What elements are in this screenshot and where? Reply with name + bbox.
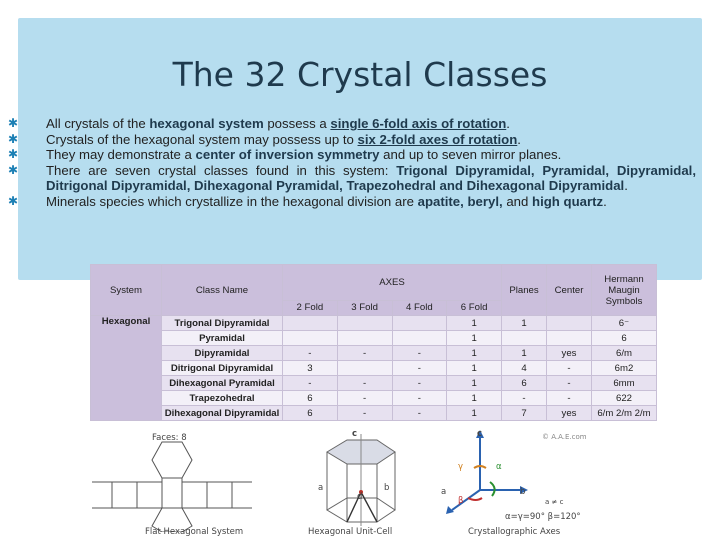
- cell-a4: -: [392, 376, 447, 391]
- bullet-emphasis: high quartz: [532, 193, 604, 209]
- axes-label-neq: a ≠ c: [545, 498, 564, 506]
- bullet-emphasis: Trigonal Dipyramidal, Pyramidal, Dipyramidal, Ditrigonal Dipyramidal, Dihexagonal Pyramidal, Trapezohedral and Dihexagonal Dipyramidal: [46, 162, 696, 193]
- cell-hm: 6: [592, 331, 657, 346]
- axes-label-a: a: [441, 487, 447, 497]
- bullet-emphasis: center of inversion symmetry: [195, 147, 380, 162]
- faces-label: Faces: 8: [152, 433, 187, 443]
- header-4-fold: 4 Fold: [392, 300, 447, 315]
- copyright-text: © A.A.E.com: [542, 433, 587, 441]
- bullet-item: [8, 132, 696, 148]
- bullet-item: [8, 147, 696, 163]
- cell-a3: -: [337, 376, 392, 391]
- bullet-text: Minerals species which crystallize in the hexagonal division are: [46, 193, 418, 209]
- cell-a2: [283, 331, 338, 346]
- table-row: [91, 391, 657, 406]
- bullet-link-text: six 2-fold axes of rotation: [357, 131, 518, 147]
- bullet-item: [8, 116, 696, 132]
- cell-a4: [392, 316, 447, 331]
- header-hermann-maugin: Hermann Maugin Symbols: [592, 265, 657, 316]
- crystallographic-axes-caption: Crystallographic Axes: [468, 527, 561, 537]
- cell-a4: -: [392, 361, 447, 376]
- header-planes: Planes: [502, 265, 547, 316]
- bullet-text: .: [624, 178, 628, 193]
- hexagonal-unit-cell-figure: [305, 430, 415, 530]
- bullet-emphasis: hexagonal system: [149, 116, 264, 131]
- header-3-fold: 3 Fold: [337, 300, 392, 315]
- cell-name: Dihexagonal Pyramidal: [162, 376, 283, 391]
- unit-cell-label-c: c: [352, 429, 358, 439]
- cell-a2: [283, 316, 338, 331]
- table-row: [91, 331, 657, 346]
- cell-a6: 1: [447, 346, 502, 361]
- cell-center: -: [547, 376, 592, 391]
- cell-a3: -: [337, 391, 392, 406]
- bullet-item: [8, 194, 696, 210]
- cell-a4: [392, 331, 447, 346]
- cell-name: Dihexagonal Dipyramidal: [162, 406, 283, 421]
- axes-label-beta: β: [458, 496, 464, 506]
- bullet-text: They may demonstrate a: [46, 147, 196, 162]
- cell-a3: [337, 331, 392, 346]
- cell-a4: -: [392, 346, 447, 361]
- star-bullet-icon: ✱: [8, 193, 19, 208]
- table-row: [91, 361, 657, 376]
- cell-hm: 6/m: [592, 346, 657, 361]
- flat-hexagonal-figure: [92, 432, 252, 532]
- cell-hm: 6⁻: [592, 316, 657, 331]
- cell-a2: 6: [283, 406, 338, 421]
- cell-a2: 6: [283, 391, 338, 406]
- header-6-fold: 6 Fold: [447, 300, 502, 315]
- bullet-link-text: single 6-fold axis of rotation: [330, 116, 507, 131]
- cell-a4: -: [392, 391, 447, 406]
- axes-label-b: b: [520, 487, 526, 497]
- cell-planes: 4: [502, 361, 547, 376]
- bullet-text: All crystals of the: [46, 116, 150, 131]
- cell-name: Dipyramidal: [162, 346, 283, 361]
- bullet-text: and up to seven mirror planes: [379, 147, 558, 162]
- cell-a2: -: [283, 376, 338, 391]
- cell-hm: 6m2: [592, 361, 657, 376]
- system-cell: Hexagonal: [91, 316, 162, 421]
- bullet-text: .: [506, 116, 510, 131]
- cell-center: yes: [547, 346, 592, 361]
- cell-planes: 6: [502, 376, 547, 391]
- table-row: [91, 316, 657, 331]
- cell-a3: [337, 316, 392, 331]
- header-2-fold: 2 Fold: [283, 300, 338, 315]
- unit-cell-label-a: a: [318, 483, 324, 493]
- bullet-text: .: [603, 193, 607, 209]
- axes-label-alpha: α: [496, 462, 502, 472]
- cell-name: Pyramidal: [162, 331, 283, 346]
- crystal-class-table: [90, 264, 657, 421]
- header-system: System: [91, 265, 162, 316]
- cell-a6: 1: [447, 376, 502, 391]
- bullet-text: Crystals of the hexagonal system may possess up to: [46, 131, 358, 147]
- bullet-text: .: [557, 147, 562, 162]
- cell-a2: -: [283, 346, 338, 361]
- star-bullet-icon: ✱: [8, 116, 19, 130]
- bullet-emphasis: apatite, beryl,: [417, 193, 503, 209]
- cell-planes: [502, 331, 547, 346]
- cell-center: [547, 316, 592, 331]
- cell-hm: 622: [592, 391, 657, 406]
- header-class-name: Class Name: [162, 265, 283, 316]
- cell-planes: 7: [502, 406, 547, 421]
- header-center: Center: [547, 265, 592, 316]
- bullet-text: There are seven crystal classes found in this system:: [46, 162, 397, 178]
- cell-name: Ditrigonal Dipyramidal: [162, 361, 283, 376]
- cell-a4: -: [392, 406, 447, 421]
- cell-center: yes: [547, 406, 592, 421]
- star-bullet-icon: ✱: [8, 162, 19, 177]
- cell-center: -: [547, 361, 592, 376]
- cell-a6: 1: [447, 316, 502, 331]
- cell-a6: 1: [447, 406, 502, 421]
- axes-label-c: c: [477, 429, 483, 439]
- unit-cell-label-b: b: [384, 483, 390, 493]
- table-row: [91, 346, 657, 361]
- cell-planes: -: [502, 391, 547, 406]
- flat-hexagonal-caption: Flat Hexagonal System: [145, 527, 244, 537]
- cell-a3: [337, 361, 392, 376]
- cell-planes: 1: [502, 346, 547, 361]
- axes-label-gamma: γ: [458, 462, 464, 472]
- flat-hexagonal-diagram: [92, 432, 252, 532]
- slide-title: The 32 Crystal Classes: [172, 55, 548, 94]
- cell-center: [547, 331, 592, 346]
- unit-cell-diagram: [305, 430, 415, 530]
- bullet-item: [8, 163, 696, 194]
- table-header-row: [91, 265, 657, 301]
- bullet-text: possess a: [263, 116, 331, 131]
- unit-cell-label-d: d: [357, 492, 363, 502]
- cell-center: -: [547, 391, 592, 406]
- cell-a6: 1: [447, 391, 502, 406]
- bullet-text: and: [502, 193, 533, 209]
- cell-name: Trapezohedral: [162, 391, 283, 406]
- cell-hm: 6mm: [592, 376, 657, 391]
- cell-a6: 1: [447, 331, 502, 346]
- unit-cell-caption: Hexagonal Unit-Cell: [308, 527, 393, 537]
- cell-planes: 1: [502, 316, 547, 331]
- header-axes: AXES: [283, 265, 502, 301]
- table-row: [91, 376, 657, 391]
- cell-name: Trigonal Dipyramidal: [162, 316, 283, 331]
- bullet-text: .: [517, 131, 521, 147]
- axes-angles-label: α=γ=90° β=120°: [505, 512, 581, 522]
- star-bullet-icon: ✱: [8, 131, 19, 146]
- cell-a2: 3: [283, 361, 338, 376]
- cell-hm: 6/m 2/m 2/m: [592, 406, 657, 421]
- cell-a3: -: [337, 346, 392, 361]
- star-bullet-icon: ✱: [8, 147, 19, 161]
- cell-a6: 1: [447, 361, 502, 376]
- cell-a3: -: [337, 406, 392, 421]
- bullet-list: [8, 116, 696, 209]
- table-row: [91, 406, 657, 421]
